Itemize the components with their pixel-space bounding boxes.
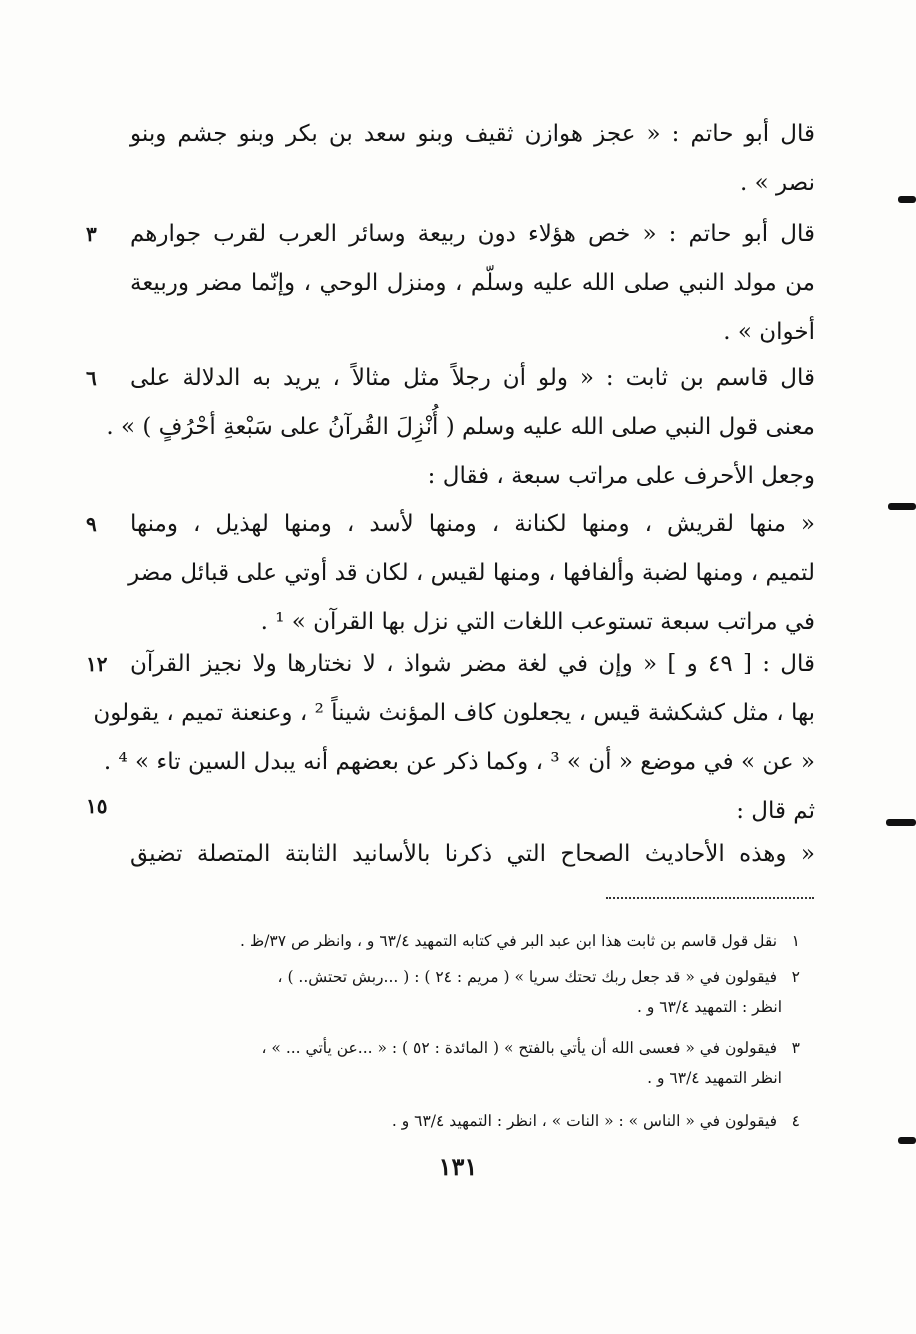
footnote-number: ٢ [791, 968, 800, 986]
paragraph-tribes-list [130, 500, 815, 647]
footnote-text: فيقولون في « فعسى الله أن يأتي بالفتح » ( المائدة : ٥٢ ) : « ...عن يأتي ... » ، [261, 1039, 778, 1057]
edge-mark [888, 503, 916, 510]
text-line: نصر » . [739, 170, 815, 196]
paragraph-hadith-chains [130, 830, 815, 879]
footnote-separator [606, 897, 814, 899]
paragraph-abu-hatim-2 [130, 210, 815, 357]
text-line: « وهذه الأحاديث الصحاح التي ذكرنا بالأسانيد الثابتة المتصلة تضيق [130, 841, 815, 867]
text-line: قال أبو حاتم : « خص هؤلاء دون ربيعة وسائر العرب لقرب جوارهم [130, 221, 815, 247]
text-line: من مولد النبي صلى الله عليه وسلّم ، ومنزل الوحي ، وإنّما مضر وربيعة [130, 270, 815, 296]
footnote-2 [140, 962, 800, 1022]
text-line: لتميم ، ومنها لضبة وألفافها ، ومنها لقيس ، لكان قد أوتي على قبائل مضر [128, 560, 815, 586]
footnote-3 [140, 1033, 800, 1093]
margin-line-number: ١٢ [86, 652, 108, 676]
text-line: معنى قول النبي صلى الله عليه وسلم ( أُنْزِلَ القُرآنُ على سَبْعةِ أحْرُفٍ ) » . [106, 414, 815, 440]
footnote-4 [140, 1106, 800, 1136]
footnote-text: فيقولون في « قد جعل ربك تحتك سريا » ( مريم : ٢٤ ) : ( ...ربش تحتش.. ) ، [277, 968, 778, 986]
edge-mark [898, 1137, 916, 1144]
footnote-line [140, 1106, 800, 1136]
footnote-text: فيقولون في « الناس » : « النات » ، انظر : التمهيد ٦٣/٤ و . [391, 1112, 778, 1130]
margin-line-number: ١٥ [86, 794, 108, 818]
margin-line-number: ٣ [86, 222, 97, 246]
margin-line-number: ٩ [86, 512, 97, 536]
footnote-line [140, 1033, 800, 1063]
text-line: قال أبو حاتم : « عجز هوازن ثقيف وبنو سعد بن بكر وبنو جشم وبنو [130, 121, 815, 147]
footnote-number: ١ [791, 932, 800, 950]
text-line: قال قاسم بن ثابت : « ولو أن رجلاً مثل مثالاً ، يريد به الدلالة على [130, 365, 815, 391]
paragraph-qasim-ibn-thabit [106, 354, 815, 501]
text-line: ثم قال : [736, 798, 815, 824]
text-line: بها ، مثل كشكشة قيس ، يجعلون كاف المؤنث شيناً ² ، وعنعنة تميم ، يقولون [93, 700, 815, 726]
footnote-text: نقل قول قاسم بن ثابت هذا ابن عبد البر في كتابه التمهيد ٦٣/٤ و ، وانظر ص ٣٧/ظ . [240, 932, 778, 950]
page-number: ١٣١ [438, 1152, 478, 1181]
footnote-1 [140, 926, 800, 956]
text-line: « منها لقريش ، ومنها لكنانة ، ومنها لأسد ، ومنها لهذيل ، ومنها [130, 511, 815, 537]
edge-mark [886, 819, 916, 826]
footnote-line: انظر : التمهيد ٦٣/٤ و . [637, 998, 782, 1016]
paragraph-abu-hatim-1 [130, 110, 815, 208]
text-line: في مراتب سبعة تستوعب اللغات التي نزل بها القرآن » ¹ . [260, 609, 815, 635]
text-line: قال : [ ٤٩ و ] « وإن في لغة مضر شواذ ، لا نختارها ولا نجيز القرآن [130, 651, 815, 677]
footnote-line: انظر التمهيد ٦٣/٤ و . [647, 1069, 782, 1087]
footnote-line [140, 926, 800, 956]
text-line: أخوان » . [723, 319, 815, 345]
text-line: وجعل الأحرف على مراتب سبعة ، فقال : [427, 463, 815, 489]
footnote-line [140, 962, 800, 992]
footnote-number: ٣ [791, 1039, 800, 1057]
margin-line-number: ٦ [86, 366, 97, 390]
text-line: « عن » في موضع « أن » ³ ، وكما ذكر عن بعضهم أنه يبدل السين تاء » ⁴ . [103, 749, 815, 775]
edge-mark [898, 196, 916, 203]
footnote-number: ٤ [791, 1112, 800, 1130]
